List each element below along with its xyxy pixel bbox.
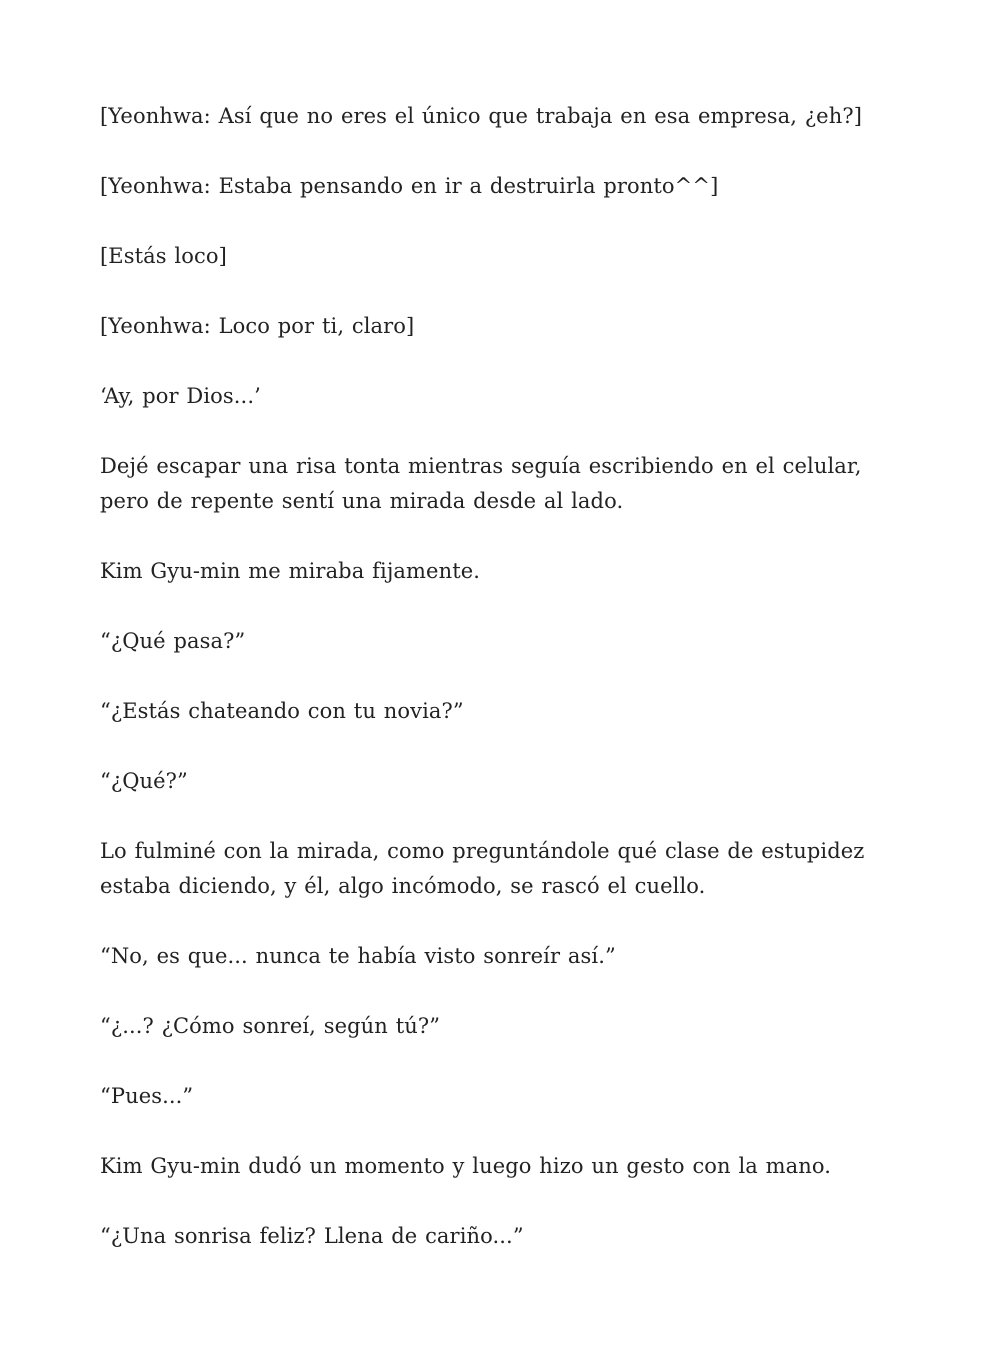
paragraph: Kim Gyu-min me miraba fijamente. bbox=[100, 559, 481, 583]
paragraph: [Yeonhwa: Estaba pensando en ir a destruirla pronto^^] bbox=[100, 174, 719, 198]
paragraph: Lo fulminé con la mirada, como preguntándole qué clase de estupidez estaba diciendo, y él, algo incómodo, se rascó el cuello. bbox=[100, 839, 865, 898]
paragraph: “Pues...” bbox=[100, 1084, 194, 1108]
paragraph: Dejé escapar una risa tonta mientras seguía escribiendo en el celular, pero de repente sentí una mirada desde al lado. bbox=[100, 454, 862, 513]
paragraph: ‘Ay, por Dios...’ bbox=[100, 384, 261, 408]
paragraph: [Yeonhwa: Así que no eres el único que trabaja en esa empresa, ¿eh?] bbox=[100, 104, 862, 128]
paragraph: “No, es que... nunca te había visto sonreír así.” bbox=[100, 944, 616, 968]
paragraph: [Yeonhwa: Loco por ti, claro] bbox=[100, 314, 415, 338]
paragraph: “¿Una sonrisa feliz? Llena de cariño...” bbox=[100, 1224, 524, 1248]
paragraph: [Estás loco] bbox=[100, 244, 227, 268]
paragraph: “¿Estás chateando con tu novia?” bbox=[100, 699, 464, 723]
paragraph: Kim Gyu-min dudó un momento y luego hizo un gesto con la mano. bbox=[100, 1154, 832, 1178]
paragraph: “¿...? ¿Cómo sonreí, según tú?” bbox=[100, 1014, 441, 1038]
paragraph: “¿Qué pasa?” bbox=[100, 629, 246, 653]
paragraph: “¿Qué?” bbox=[100, 769, 188, 793]
